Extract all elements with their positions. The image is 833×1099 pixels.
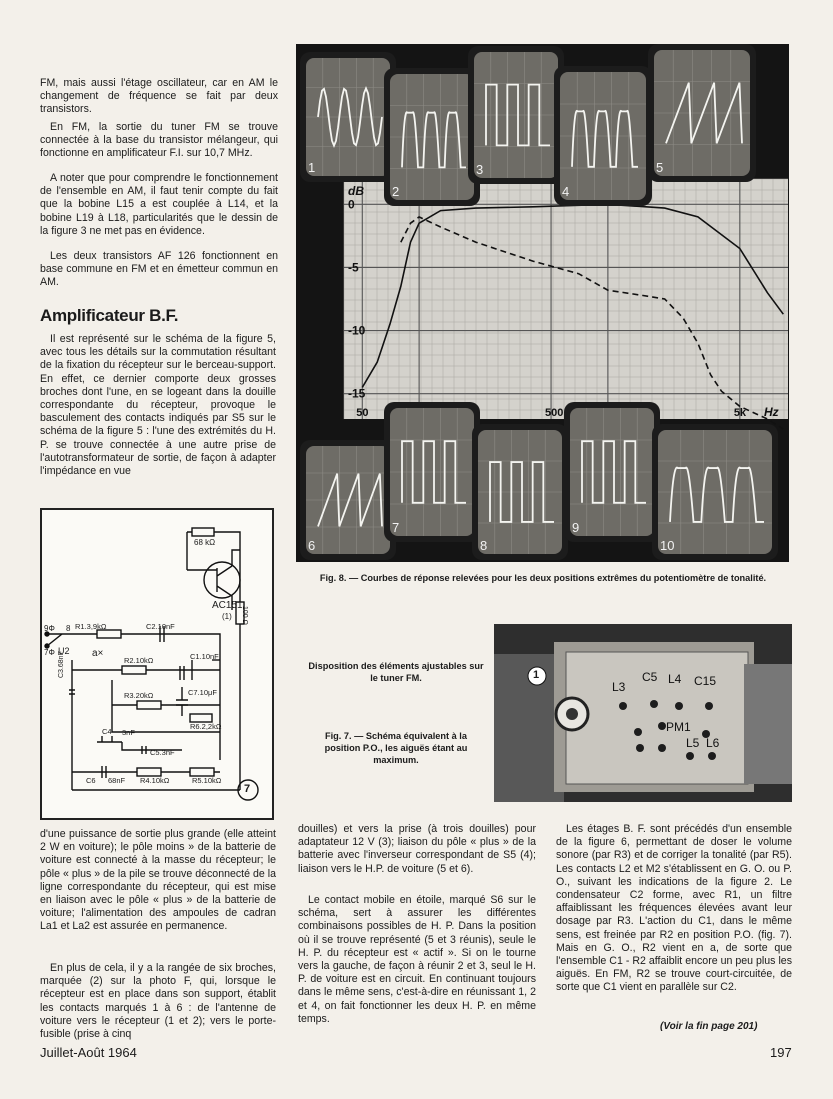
resistor-r2	[122, 666, 146, 674]
paragraph: En FM, la sortie du tuner FM se trouve connectée à la base du transistor mélangeur, qui fonctionne en amplificateur F.I. sur 10,7 MHz.	[40, 121, 278, 160]
photo-label: C15	[694, 674, 717, 688]
oscillogram-number: 2	[392, 184, 400, 199]
schematic-label: C2.10nF	[146, 622, 175, 631]
oscillogram-number: 5	[656, 160, 664, 175]
oscillogram-number: 7	[392, 520, 400, 535]
paragraph: FM, mais aussi l'étage oscillateur, car en AM le changement de fréquence se fait par deux transistors.	[40, 77, 278, 116]
x-tick-label: 50	[356, 407, 369, 419]
schematic-label: C3.68nF	[58, 651, 65, 678]
schematic-label: 68 kΩ	[194, 538, 216, 547]
oscillogram-number: 4	[562, 184, 570, 199]
resistor-r5	[190, 768, 214, 776]
y-tick-label: -10	[348, 323, 366, 338]
schematic-label: (1)	[222, 612, 232, 621]
oscillogram-number: 3	[476, 162, 484, 177]
section-heading: Amplificateur B.F.	[40, 306, 179, 325]
issue-date: Juillet-Août 1964	[40, 1045, 137, 1060]
paragraph: Les deux transistors AF 126 fonctionnent en base commune en FM et en émetteur commun en AM.	[40, 250, 278, 289]
x-tick-label: 500	[545, 407, 564, 419]
schematic-label: a×	[92, 648, 104, 659]
paragraph: Les étages B. F. sont précédés d'un ensemble de la figure 6, permettant de doser le volume sonore (par R3) et de corriger la tonalité (par R5). Les contacts L2 et M2 s'établissent en G. O. ou P. O., suivant les indications de la figure 2. Le condensateur C2 forme, avec R1, un filtre affaiblissant les fréquences élevées avant leur dosage par R3. L'action du C1, dans le même sens, est freinée par R2 en position P.O. (fig. 7). Mais en G. O., R2 vient en a, de sorte que l'ensemble C1 - R2 affaiblit encore un peu plus les aiguës. En FM, R2 se trouve court-circuitée, de sorte que C1 vient en parallèle sur C2.	[556, 823, 792, 994]
oscillogram-number: 10	[660, 538, 675, 553]
resistor-r3	[137, 701, 161, 709]
paragraph: Il est représenté sur le schéma de la figure 5, avec tous les détails sur la commutation résultant de la fixation du récepteur sur le berceau-support. En effet, ce dernier comporte deux grosses broches dont l'une, en se logeant dans la douille correspondante du récepteur, provoque le basculement des contacts indiqués par S5 sur le schéma de la figure 5 : l'une des extrémités du H. P. se trouve connectée à une autre prise de l'autotransformateur de sortie, de façon à adapter l'impédance en vue	[40, 333, 276, 478]
oscillogram-number: 6	[308, 538, 316, 553]
photo-label: L6	[706, 736, 720, 750]
resistor-r1	[97, 630, 121, 638]
y-tick-label: -5	[348, 260, 359, 275]
schematic-label: R5.10kΩ	[192, 776, 222, 785]
schematic-label: AC151	[212, 600, 243, 611]
schematic-label: C1.10nF	[190, 652, 219, 661]
schematic-label: R4.10kΩ	[140, 776, 170, 785]
paragraph: En plus de cela, il y a la rangée de six broches, marquée (2) sur la photo F, qui, lorsque le récepteur est en place dans son support, établit les contacts marqués 1 à 6 : de l'antenne de voiture vers le récepteur (1 et 2); vers le porte-fusible (prise à cinq	[40, 962, 276, 1041]
continued-note: (Voir la fin page 201)	[660, 1021, 758, 1032]
y-tick-label: 0	[348, 197, 355, 212]
schematic-label: R1.3,9kΩ	[75, 622, 107, 631]
paragraph: d'une puissance de sortie plus grande (elle atteint 2 W en voiture); le pôle moins » de la batterie de voiture est connecté à la masse du récepteur; le pôle « plus » de la pile se trouve déconnecté de la ligne correspondante du récepteur, qui est mise en liaison avec le pôle « plus » de la batterie de voiture; l'alimentation des ampoules de cadran La1 et La2 est assurée en permanence.	[40, 828, 276, 933]
x-tick-label: 5k	[733, 407, 747, 419]
oscillogram-number: 8	[480, 538, 488, 553]
schematic-label: 7	[244, 783, 251, 795]
schematic-label: 9Φ	[44, 624, 55, 633]
photo-label: 1	[533, 669, 540, 681]
y-axis-label: dB	[348, 184, 364, 198]
schematic-label: 8	[66, 624, 71, 633]
photo-caption: Disposition des éléments ajustables sur le tuner FM.	[308, 661, 484, 683]
page-number: 197	[770, 1045, 792, 1060]
oscillogram-number: 1	[308, 160, 316, 175]
photo-label: PM1	[666, 720, 691, 734]
schematic-label: R2.10kΩ	[124, 656, 154, 665]
figure-8-caption: Fig. 8. — Courbes de réponse relevées pour les deux positions extrêmes du potentiomètre de tonalité.	[319, 573, 767, 583]
oscillogram-number: 9	[572, 520, 580, 535]
schematic-label: C4	[102, 727, 112, 736]
schematic-label: C5.3nF	[150, 748, 175, 757]
schematic-label: R3.20kΩ	[124, 691, 154, 700]
paragraph: douilles) et vers la prise (à trois douilles) pour adaptateur 12 V (3); liaison du pôle « plus » de la batterie avec l'inverseur correspondant de S5 (4); liaison vers le H.P. de voiture (5 et 6).	[298, 823, 536, 875]
x-axis-label: Hz	[764, 405, 779, 419]
schematic-label: U2	[58, 646, 70, 656]
photo-label: L5	[686, 736, 700, 750]
photo-label: L3	[612, 680, 626, 694]
photo-label: C5	[642, 670, 658, 684]
figure-7-caption: Fig. 7. — Schéma équivalent à la position P.O., les aiguës étant au maximum.	[324, 731, 468, 765]
resistor-r4	[137, 768, 161, 776]
schematic-label: R6.2,2kΩ	[190, 722, 222, 731]
schematic-label: 3nF	[122, 728, 135, 737]
response-curves-figure	[296, 44, 789, 562]
paragraph: Le contact mobile en étoile, marqué S6 sur le schéma, sert à assurer les différentes combinaisons possibles de H. P. Dans la position où il se trouve représenté (5 et 3 réunis), seule le H. P. du récepteur est « actif ». Si on le tourne vers la gauche, de façon à réunir 2 et 3, seul le H. P. de voiture est en circuit. En continuant toujours dans le même sens, c'est-à-dire en réunissant 1, 2 et 4, on fait fonctionner les deux H. P. en même temps.	[298, 894, 536, 1025]
schematic-label: 100 Ω	[241, 606, 248, 625]
schematic-label: 68nF	[108, 776, 126, 785]
schematic-figure-7	[40, 508, 274, 820]
paragraph: A noter que pour comprendre le fonctionnement de l'ensemble en AM, il faut tenir compte du fait que la bobine L15 a est couplée à L14, et la bobine L19 à L18, particularités que le dessin de la figure 3 ne met pas en évidence.	[40, 172, 278, 237]
transistor-symbol	[204, 562, 240, 598]
schematic-label: C7.10μF	[188, 688, 217, 697]
y-tick-label: -15	[348, 386, 366, 401]
photo-label: L4	[668, 672, 682, 686]
schematic-label: 7Φ	[44, 648, 55, 657]
resistor-68k	[192, 528, 214, 536]
resistor-r6	[190, 714, 212, 722]
schematic-label: C6	[86, 776, 96, 785]
tuner-photo	[494, 624, 792, 802]
